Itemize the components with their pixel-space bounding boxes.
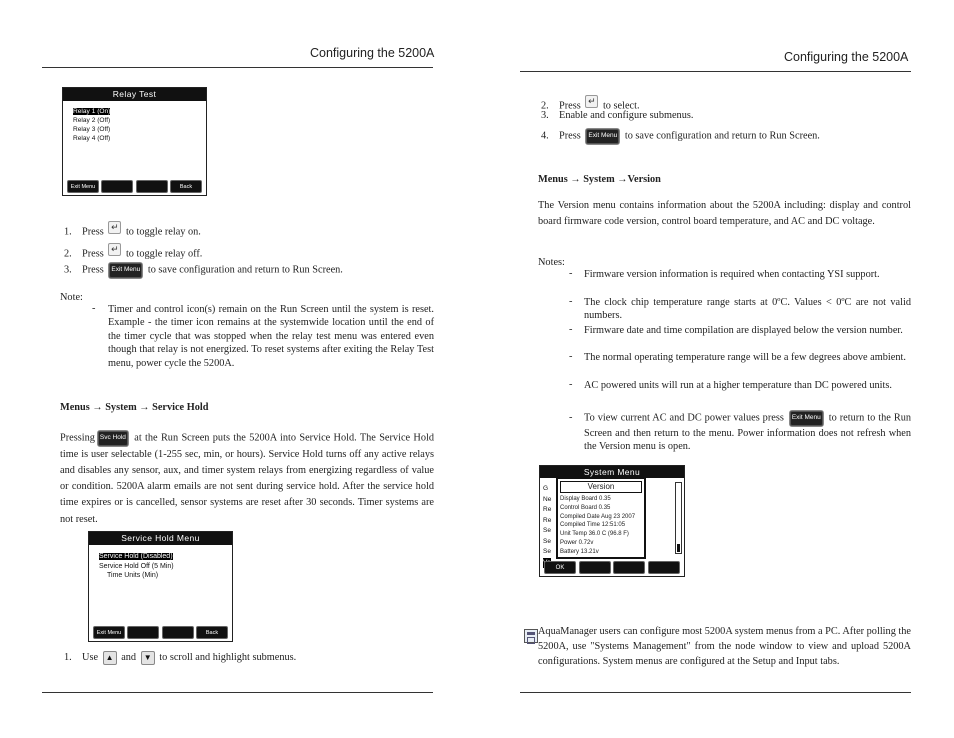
exit-menu-key-icon: Exit Menu xyxy=(789,410,824,427)
relay-item-1: Relay 1 (On) xyxy=(73,108,111,115)
note-6: To view current AC and DC power values press Exit Menu to return to the Run Screen and then return to the menu. Power information does not refresh when the Version menu is open. xyxy=(584,410,911,453)
enter-key-icon: ↵ xyxy=(108,243,121,256)
right-header: Configuring the 5200A xyxy=(784,50,909,64)
softkey-4[interactable] xyxy=(648,561,680,574)
softkey-3[interactable] xyxy=(613,561,645,574)
softkey-2[interactable] xyxy=(579,561,611,574)
display-board-version: Display Board 0.35 xyxy=(560,496,611,502)
exit-menu-key-icon: Exit Menu xyxy=(585,128,620,145)
left-header: Configuring the 5200A xyxy=(310,46,435,60)
system-version-screen xyxy=(539,465,685,577)
aquamanager-paragraph: AquaManager users can configure most 5200A system menus from a PC. After polling the 5200A, use "Systems Management" from the node window to view and upload 5200A configurations. System menus are configured at the Setup and Input tabs. xyxy=(538,626,911,668)
note-dash: - xyxy=(92,303,96,314)
relay-list xyxy=(73,107,110,143)
relay-test-screen xyxy=(62,87,207,196)
service-hold-screen-title: Service Hold Menu xyxy=(89,532,232,545)
softkey-2[interactable] xyxy=(101,180,133,193)
softkey-back[interactable]: Back xyxy=(170,180,202,193)
right-page: Configuring the 5200A 2. Press ↵ to select. 3. Enable and configure submenus. 4. Press Exit Menu to save configuration and return to Run Screen. Menus → System →Version The Version menu contains information about the 5200A including: display and control board firmware code version, control board temperature, and AC and DC voltage. Notes: - Firmware version information is required when contacting YSI support. - The clock chip temperature range starts at 0ºC. Values < 0ºC are not valid numbers. - Firmware date and time compilation are displayed below the version number. - The normal operating temperature range will be a few degrees above ambient. - AC powered units will run at a higher temperature than DC powered units. - To view current AC and DC power values press Exit Menu to return to the Run Screen and then return to the menu. Power information does not refresh when the Version menu is open. System Menu G Ne Re Re Se Se Se Version Display Board 0.35 Control Board 0.35 Compiled Date Aug 23 2007 Compiled Time 12:51:05 Unit Temp 36.0 C (96.8 F) Power 0.72v Battery 13.21v OK AquaManager users can configure most 5200A system menus from a PC. After polling the 5200A, use "Systems Management" from the node window to view and upload 5200A configurations. System menus are configured at the Setup and Input tabs. xyxy=(477,0,954,738)
battery-value: Battery 13.21v xyxy=(560,548,599,555)
service-hold-heading: Menus → System → Service Hold xyxy=(60,402,209,413)
unit-temp: Unit Temp 36.0 C (96.8 F) xyxy=(560,531,629,538)
step-select: 2. Press ↵ to select. xyxy=(541,96,640,112)
relay-softkey-bar xyxy=(67,180,202,193)
hold-item-time-units: Time Units (Min) xyxy=(107,572,159,579)
service-hold-list xyxy=(99,552,174,581)
scrollbar-thumb[interactable] xyxy=(677,544,680,552)
note-5: AC powered units will run at a higher temperature than DC powered units. xyxy=(584,380,892,391)
relay-item-4: Relay 4 (Off) xyxy=(73,135,111,142)
relay-item-3: Relay 3 (Off) xyxy=(73,126,111,133)
softkey-exit-menu[interactable]: Exit Menu xyxy=(93,626,125,639)
control-board-version: Control Board 0.35 xyxy=(560,504,611,511)
svc-hold-key-icon: Svc Hold xyxy=(97,430,129,447)
system-menu-title: System Menu xyxy=(540,466,684,478)
version-info-list xyxy=(560,495,635,557)
softkey-ok[interactable]: OK xyxy=(544,561,576,574)
power-value: Power 0.72v xyxy=(560,539,594,546)
system-menu-bg-list: G Ne Re Re Se Se Se xyxy=(543,484,551,568)
up-arrow-key-icon: ▲ xyxy=(103,651,117,665)
version-heading: Menus → System →Version xyxy=(538,174,661,185)
relay-item-2: Relay 2 (Off) xyxy=(73,117,111,124)
step-toggle-on: 1. Press ↵ to toggle relay on. xyxy=(64,222,201,238)
version-popup-title: Version xyxy=(560,481,642,493)
right-top-rule xyxy=(520,71,911,72)
enter-key-icon: ↵ xyxy=(108,221,121,234)
note-label: Note: xyxy=(60,292,83,303)
softkey-3[interactable] xyxy=(136,180,168,193)
note-text: Timer and control icon(s) remain on the Run Screen until the system is reset. Example - the timer icon remains at the systemwide location until the end of the timer cycle that was stopped when the relay test menu was entered even though that relay is not energized. To reset systems after exiting the Relay Test menu, power cycle the 5200A. xyxy=(108,304,434,369)
softkey-2[interactable] xyxy=(127,626,159,639)
service-hold-screen xyxy=(88,531,233,642)
left-bottom-rule xyxy=(42,692,433,693)
hold-item-off-time: Service Hold Off (5 Min) xyxy=(99,562,174,570)
compiled-date: Compiled Date Aug 23 2007 xyxy=(560,513,636,520)
scrollbar[interactable] xyxy=(675,482,682,554)
aquamanager-icon xyxy=(524,629,538,643)
system-softkey-bar xyxy=(544,561,680,574)
enter-key-icon: ↵ xyxy=(585,95,598,108)
exit-menu-key-icon: Exit Menu xyxy=(108,262,143,279)
version-popup xyxy=(556,477,646,559)
version-paragraph: The Version menu contains information about the 5200A including: display and control board firmware code version, control board temperature, and AC and DC voltage. xyxy=(538,200,911,228)
step-save-exit: 3. Press Exit Menu to save configuration and return to Run Screen. xyxy=(64,262,343,279)
note-3: Firmware date and time compilation are displayed below the version number. xyxy=(584,325,903,336)
step-save-exit: 4. Press Exit Menu to save configuration and return to Run Screen. xyxy=(541,128,820,145)
softkey-back[interactable]: Back xyxy=(196,626,228,639)
step-enable: 3. Enable and configure submenus. xyxy=(541,110,694,121)
compiled-time: Compiled Time 12:51:05 xyxy=(560,522,626,529)
down-arrow-key-icon: ▼ xyxy=(141,651,155,665)
step-scroll: 1. Use ▲ and ▼ to scroll and highlight submenus. xyxy=(64,652,297,663)
step-toggle-off: 2. Press ↵ to toggle relay off. xyxy=(64,244,203,260)
note-4: The normal operating temperature range will be a few degrees above ambient. xyxy=(584,352,906,363)
service-hold-paragraph: Pressing Svc Hold at the Run Screen puts the 5200A into Service Hold. The Service Hold time is user selectable (1-255 sec, min, or hours). Service Hold turns off any active relays and disables any sensor, aux, and timer system relays from energizing regardless of value or condition. 5200A alarm emails are not sent during service hold. After the service hold time expires or is cancelled, sensor systems are reset after 30 seconds. Timer systems are not reset. xyxy=(60,430,434,528)
left-top-rule xyxy=(42,67,433,68)
relay-test-title: Relay Test xyxy=(63,88,206,101)
note-1: Firmware version information is required when contacting YSI support. xyxy=(584,269,880,280)
hold-softkey-bar xyxy=(93,626,228,639)
right-bottom-rule xyxy=(520,692,911,693)
hold-item-enable: Service Hold (Disabled) xyxy=(99,553,173,560)
softkey-3[interactable] xyxy=(162,626,194,639)
notes-label: Notes: xyxy=(538,257,565,268)
softkey-exit-menu[interactable]: Exit Menu xyxy=(67,180,99,193)
note-2: The clock chip temperature range starts at 0ºC. Values < 0ºC are not valid numbers. xyxy=(584,297,911,322)
